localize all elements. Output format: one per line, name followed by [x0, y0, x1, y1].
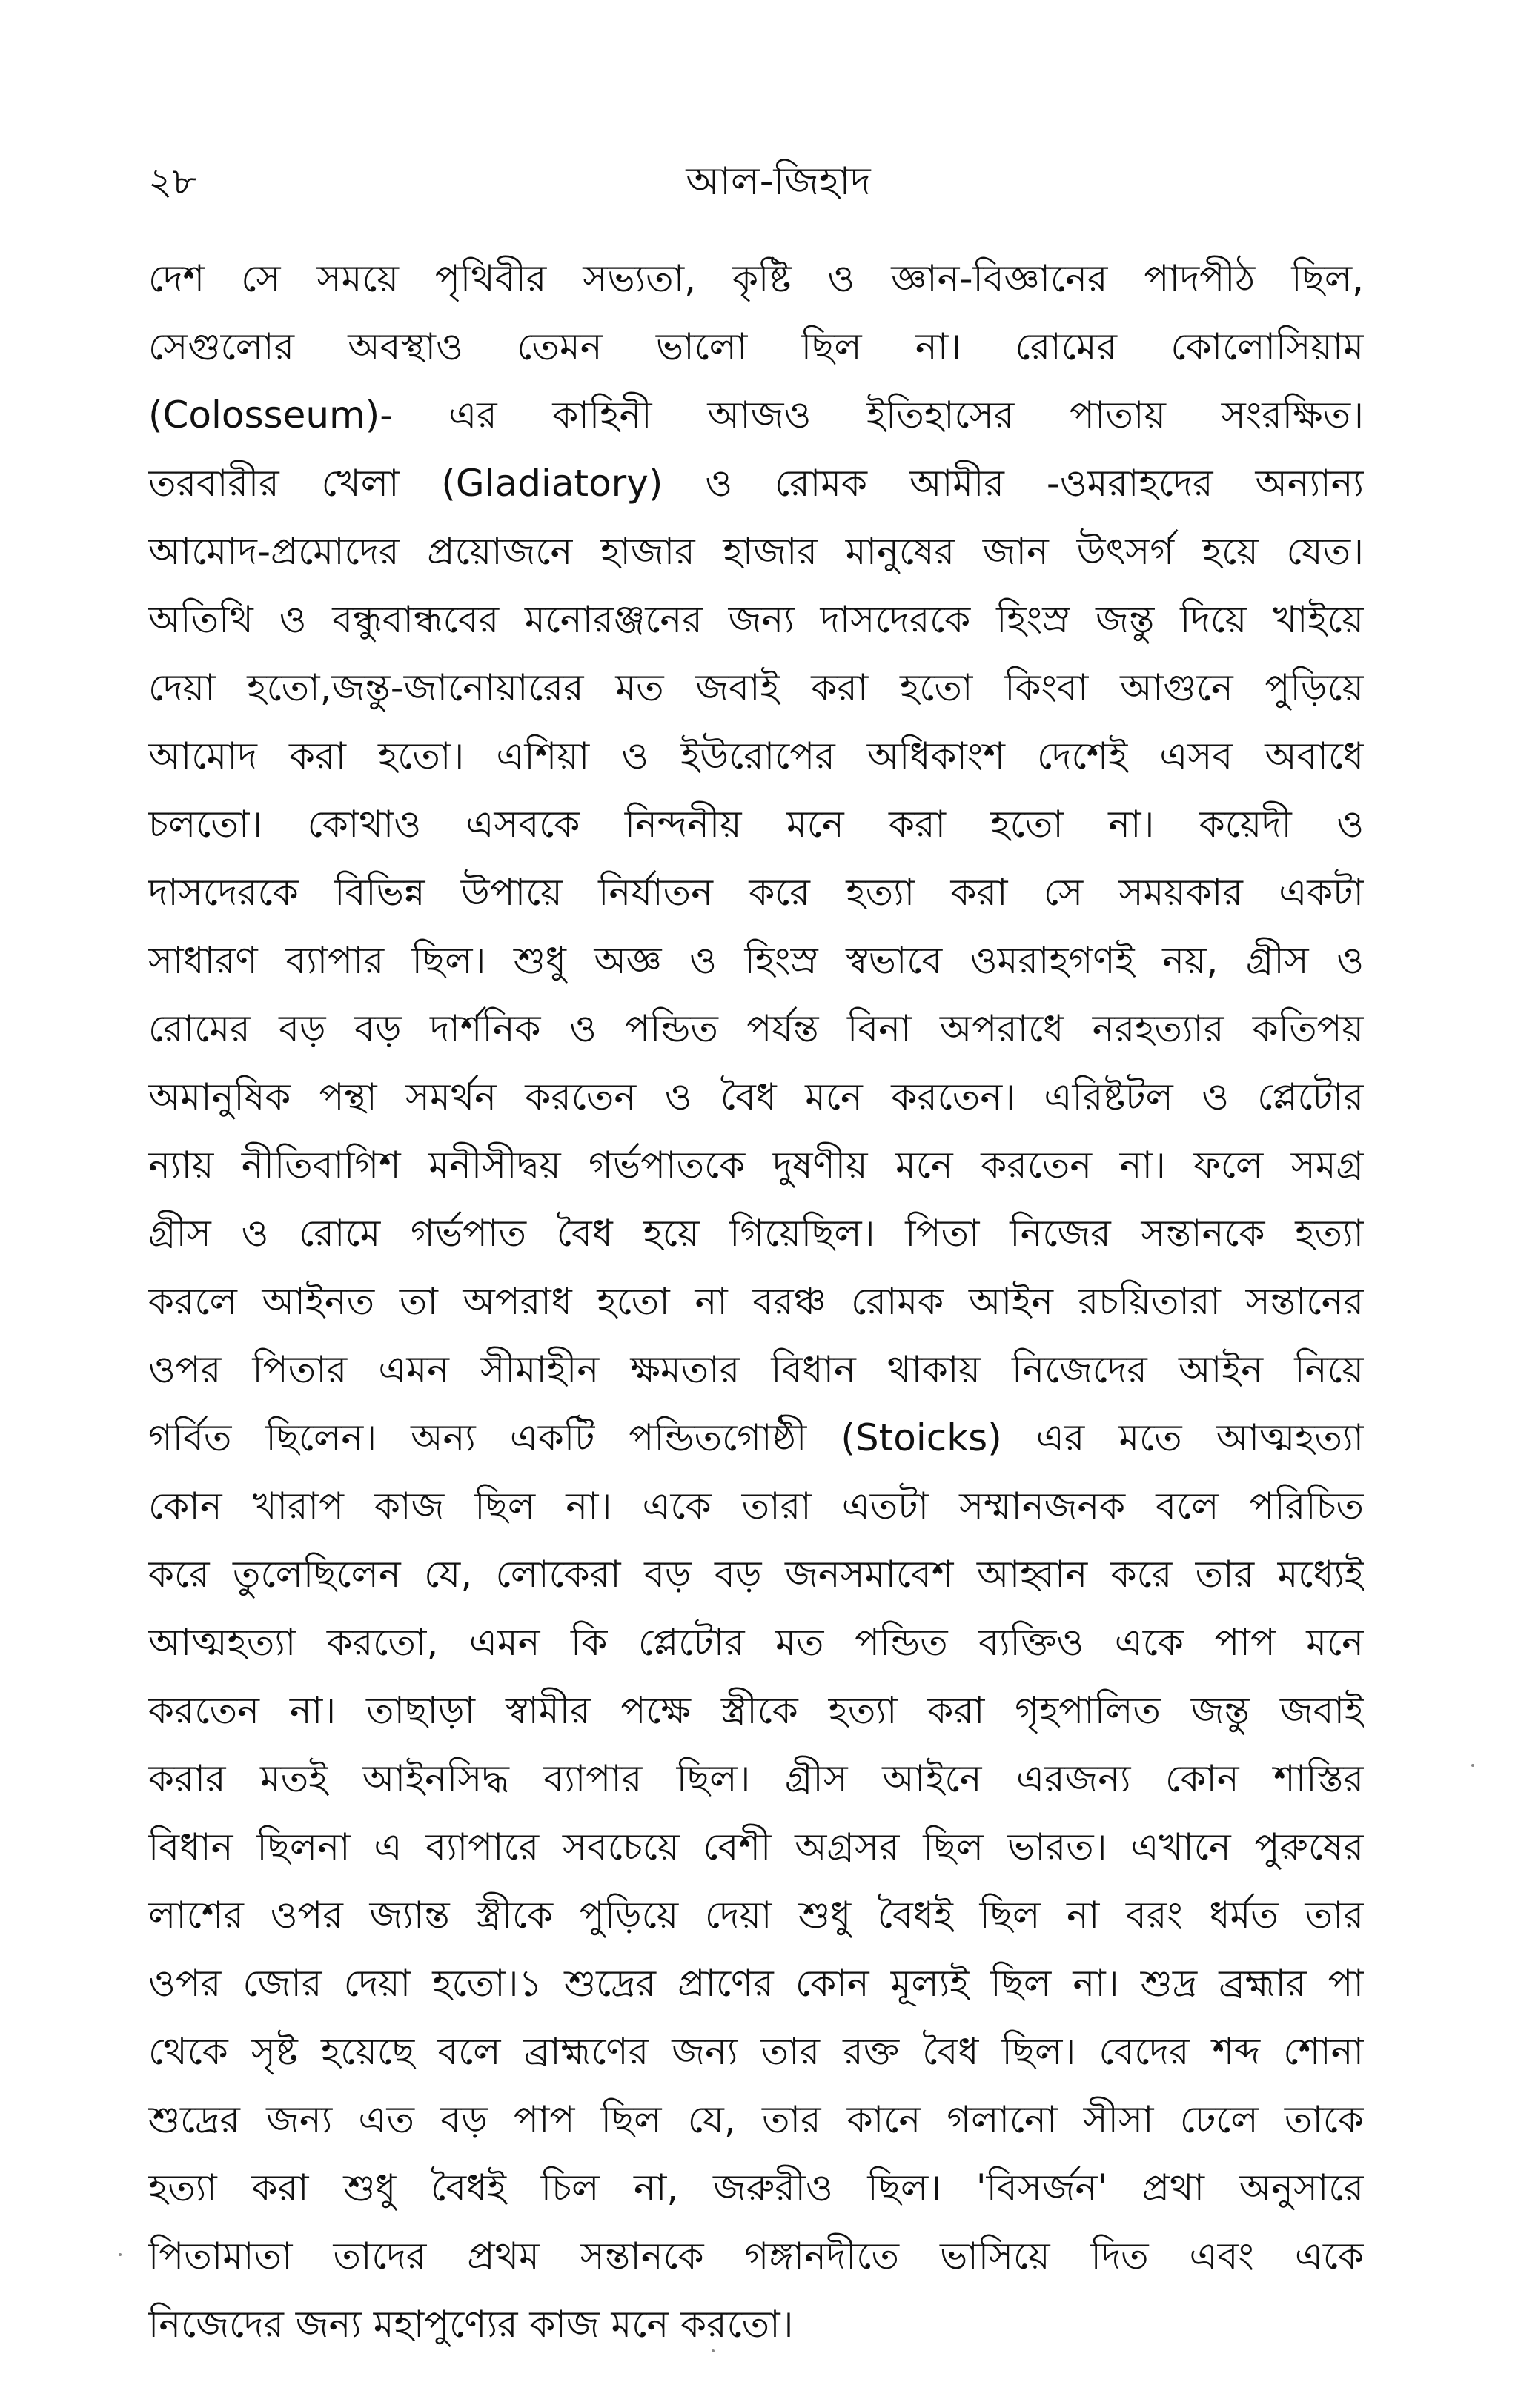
text-line: পিতামাতা তাদের প্রথম সন্তানকে গঙ্গানদীতে ভাসিয়ে দিত এবং একে	[148, 2235, 1364, 2278]
text-line: চলতো। কোথাও এসবকে নিন্দনীয় মনে করা হতো না। কয়েদী ও	[148, 803, 1364, 846]
scan-speck	[1471, 1764, 1474, 1767]
text-line: রোমের বড় বড় দার্শনিক ও পন্ডিত পর্যন্ত বিনা অপরাধে নরহত্যার কতিপয়	[148, 1007, 1364, 1050]
text-line: দেশ সে সময়ে পৃথিবীর সভ্যতা, কৃষ্টি ও জ্ঞান-বিজ্ঞানের পাদপীঠ ছিল,	[148, 257, 1364, 300]
text-line: নিজেদের জন্য মহাপুণ্যের কাজ মনে করতো।	[148, 2303, 794, 2346]
text-line: ওপর পিতার এমন সীমাহীন ক্ষমতার বিধান থাকায় নিজেদের আইন নিয়ে	[148, 1348, 1364, 1391]
text-line: করতেন না। তাছাড়া স্বামীর পক্ষে স্ত্রীকে হত্যা করা গৃহপালিত জন্তু জবাই	[148, 1689, 1364, 1732]
scan-speck	[119, 2253, 122, 2256]
text-line: দাসদেরকে বিভিন্ন উপায়ে নির্যাতন করে হত্যা করা সে সময়কার একটা	[148, 871, 1364, 914]
running-title: আল-জিহাদ	[686, 159, 871, 204]
body-paragraph	[148, 245, 1364, 2358]
text-line: লাশের ওপর জ্যান্ত স্ত্রীকে পুড়িয়ে দেয়া শুধু বৈধই ছিল না বরং ধর্মত তার	[148, 1894, 1364, 1937]
text-line: আমোদ করা হতো। এশিয়া ও ইউরোপের অধিকাংশ দেশেই এসব অবাধে	[148, 734, 1364, 777]
text-line: অতিথি ও বন্ধুবান্ধবের মনোরঞ্জনের জন্য দাসদেরকে হিংস্র জন্তু দিয়ে খাইয়ে	[148, 598, 1364, 641]
text-line: হত্যা করা শুধু বৈধই চিল না, জরুরীও ছিল। 'বিসর্জন' প্রথা অনুসারে	[148, 2166, 1364, 2209]
text-line: ওপর জোর দেয়া হতো।১ শুদ্রের প্রাণের কোন মূল্যই ছিল না। শুদ্র ব্রহ্মার পা	[148, 1962, 1364, 2005]
text-line: আত্মহত্যা করতো, এমন কি প্লেটোর মত পন্ডিত ব্যক্তিও একে পাপ মনে	[148, 1621, 1364, 1664]
text-line: গর্বিত ছিলেন। অন্য একটি পন্ডিতগোষ্ঠী (Stoicks) এর মতে আত্মহত্যা	[148, 1416, 1364, 1459]
text-line: দেয়া হতো,জন্তু-জানোয়ারের মত জবাই করা হতো কিংবা আগুনে পুড়িয়ে	[148, 666, 1364, 709]
text-line: থেকে সৃষ্ট হয়েছে বলে ব্রাহ্মণের জন্য তার রক্ত বৈধ ছিল। বেদের শব্দ শোনা	[148, 2030, 1364, 2073]
text-line: অমানুষিক পন্থা সমর্থন করতেন ও বৈধ মনে করতেন। এরিষ্টটল ও প্লেটোর	[148, 1075, 1364, 1118]
text-line: কোন খারাপ কাজ ছিল না। একে তারা এতটা সম্মানজনক বলে পরিচিত	[148, 1485, 1364, 1528]
text-line: তরবারীর খেলা (Gladiatory) ও রোমক আমীর -ওমরাহদের অন্যান্য	[148, 462, 1364, 505]
text-line: ন্যায় নীতিবাগিশ মনীসীদ্বয় গর্ভপাতকে দুষণীয় মনে করতেন না। ফলে সমগ্র	[148, 1144, 1364, 1187]
text-line: বিধান ছিলনা এ ব্যাপারে সবচেয়ে বেশী অগ্রসর ছিল ভারত। এখানে পুরুষের	[148, 1825, 1364, 1868]
text-line: করে তুলেছিলেন যে, লোকেরা বড় বড় জনসমাবেশ আহ্বান করে তার মধ্যেই	[148, 1553, 1364, 1596]
scan-speck	[712, 2349, 715, 2352]
text-line: সাধারণ ব্যাপার ছিল। শুধু অজ্ঞ ও হিংস্র স্বভাবে ওমরাহগণই নয়, গ্রীস ও	[148, 939, 1364, 982]
page-header	[148, 148, 1408, 215]
text-line: গ্রীস ও রোমে গর্ভপাত বৈধ হয়ে গিয়েছিল। পিতা নিজের সন্তানকে হত্যা	[148, 1212, 1364, 1255]
page-number: ২৮	[148, 160, 196, 203]
text-line: আমোদ-প্রমোদের প্রয়োজনে হাজার হাজার মানুষের জান উৎসর্গ হয়ে যেত।	[148, 530, 1364, 573]
text-line: করলে আইনত তা অপরাধ হতো না বরঞ্চ রোমক আইন রচয়িতারা সন্তানের	[148, 1280, 1364, 1323]
text-line: শুদ্রের জন্য এত বড় পাপ ছিল যে, তার কানে গলানো সীসা ঢেলে তাকে	[148, 2098, 1364, 2141]
text-line: (Colosseum)- এর কাহিনী আজও ইতিহাসের পাতায় সংরক্ষিত।	[148, 394, 1364, 437]
text-line: সেগুলোর অবস্থাও তেমন ভালো ছিল না। রোমের কোলোসিয়াম	[148, 325, 1364, 368]
text-line: করার মতই আইনসিদ্ধ ব্যাপার ছিল। গ্রীস আইনে এরজন্য কোন শাস্তির	[148, 1757, 1364, 1800]
